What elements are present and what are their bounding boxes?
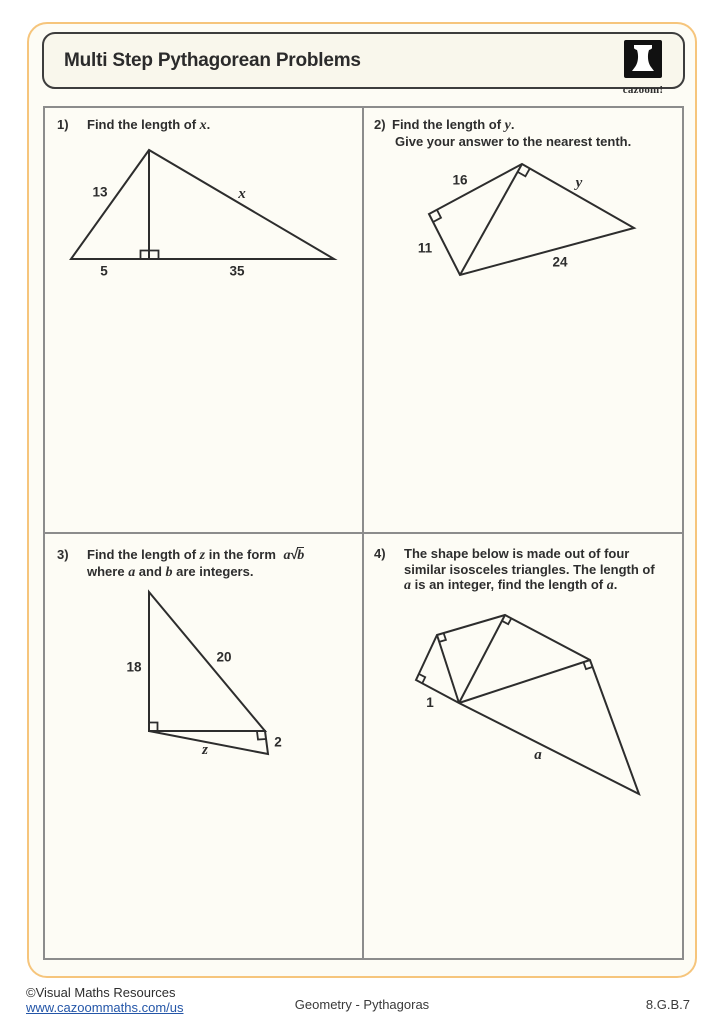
problem-3: [45, 534, 362, 958]
spiral-shape-outline: [416, 615, 639, 794]
base-left-label: 5: [100, 263, 108, 279]
radical-sign: √: [290, 546, 299, 562]
cazoom-logo-icon: [624, 40, 662, 78]
bottom-side-label: 24: [552, 254, 568, 270]
right-angle-marker: [149, 723, 158, 732]
problem-1-number: 1): [57, 117, 69, 132]
problem-2: [364, 108, 682, 532]
cazoom-logo-text: cazoom!: [622, 84, 664, 96]
a-side-label: a: [534, 747, 542, 763]
footer-standard-code: 8.G.B.7: [645, 997, 690, 1012]
cazoom-logo: [619, 40, 667, 96]
problem-4-number: 4): [374, 546, 386, 561]
base-right-label: 35: [229, 263, 245, 279]
problem-1: [45, 108, 362, 532]
problem-4-text: 4) The shape below is made out of four similar isosceles triangles. The length of a is an integer, find the length of a.: [374, 546, 655, 593]
problem-3-number: 3): [57, 547, 69, 562]
side-label: 13: [92, 184, 108, 200]
top-side-label: 16: [452, 172, 468, 188]
cazoom-url-link[interactable]: www.cazoommaths.com/us: [26, 999, 184, 1015]
problem-2-text: 2) Find the length of y. Give your answer to the nearest tenth.: [374, 117, 632, 149]
footer-topic: Geometry - Pythagoras: [294, 997, 430, 1012]
radical-expression: a√b: [283, 546, 305, 563]
small-side-label: 2: [274, 734, 282, 750]
small-triangle-outline: [149, 731, 268, 754]
page-title: Multi Step Pythagorean Problems: [64, 50, 361, 71]
problem-1-diagram: [45, 108, 362, 532]
title-box: [42, 32, 685, 96]
problem-4: [364, 534, 682, 958]
base-label: z: [202, 742, 208, 758]
triangle-outline: [71, 150, 334, 259]
problem-4-diagram: [364, 534, 682, 958]
hypotenuse-label: 20: [216, 649, 232, 665]
variable-x: x: [199, 118, 207, 133]
large-triangle-outline: [149, 592, 265, 731]
left-side-label: 11: [417, 240, 433, 256]
problem-1-text: 1) Find the length of x.: [57, 117, 211, 133]
side-label: 18: [126, 659, 142, 675]
variable-y: y: [504, 118, 511, 133]
problem-3-text: 3) Find the length of z in the form a√b where a and b are integers.: [57, 546, 305, 580]
unit-side-label: 1: [426, 695, 434, 710]
problem-2-number: 2): [374, 117, 386, 132]
problem-3-diagram: [45, 534, 362, 958]
problems-grid: [43, 106, 684, 960]
problem-2-diagram: [364, 108, 682, 532]
hypotenuse-label: y: [575, 175, 583, 191]
variable-z: z: [199, 548, 206, 563]
hypotenuse-label: x: [238, 186, 246, 202]
copyright-text: ©Visual Maths Resources: [26, 985, 176, 1000]
